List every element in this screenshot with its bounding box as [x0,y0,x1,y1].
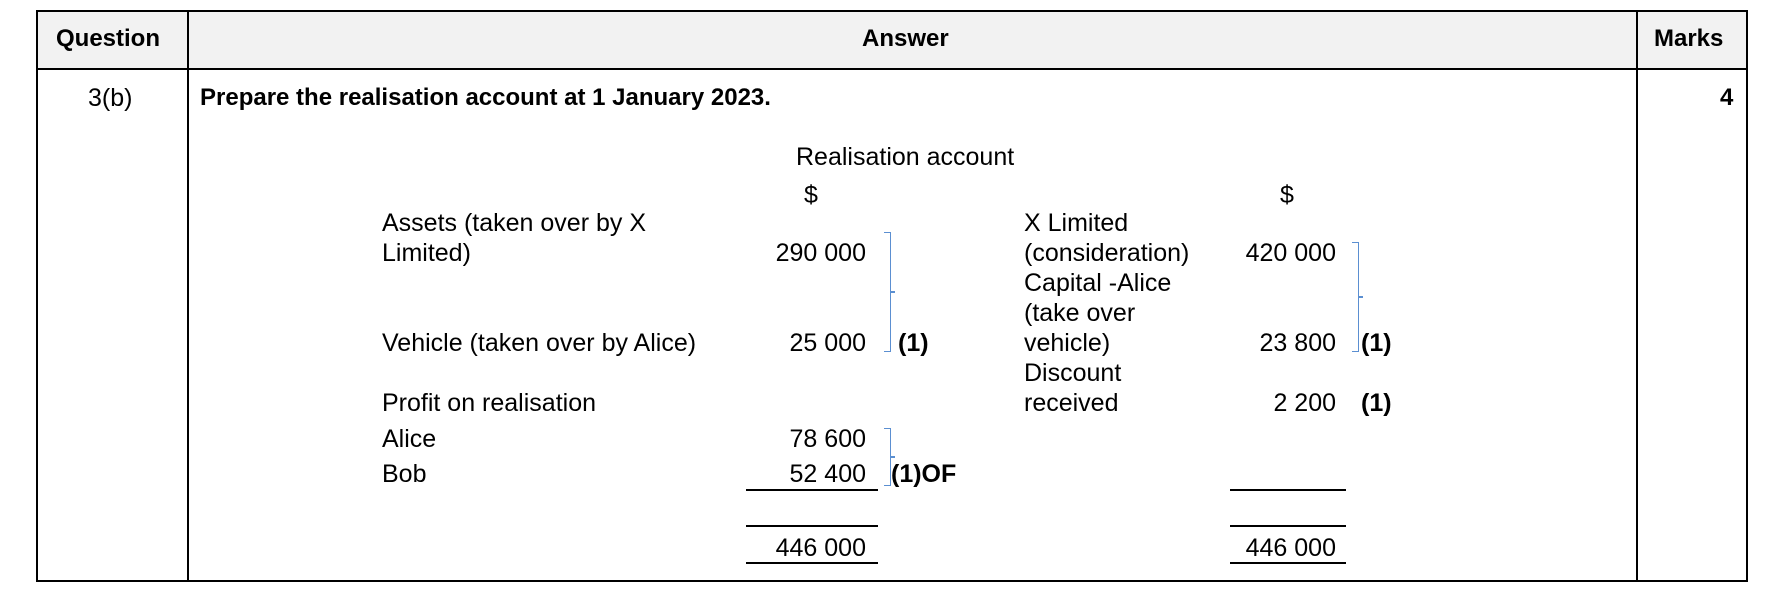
assets-label-line1: Assets (taken over by X [382,209,647,237]
marks-value: 4 [1720,84,1734,111]
alice-amount: 78 600 [789,425,866,453]
header-question: Question [56,25,161,52]
currency-right: $ [1280,181,1294,209]
header-divider [36,68,1748,70]
profit-mark: (1)OF [891,460,957,488]
capital-mark: (1) [1361,329,1392,357]
capital-label-line1: Capital -Alice [1024,269,1172,297]
vehicle-mark: (1) [898,329,929,357]
discount-mark: (1) [1361,389,1392,417]
xltd-amount: 420 000 [1245,239,1336,267]
bracket-left-profit-tick [891,456,895,458]
assets-amount: 290 000 [775,239,866,267]
question-prompt: Prepare the realisation account at 1 January 2023. [200,84,771,111]
xltd-label-line2: (consideration) [1024,239,1190,267]
capital-label-line3: vehicle) [1024,329,1111,357]
right-total: 446 000 [1245,534,1336,562]
header-answer: Answer [862,25,949,52]
bracket-right-tick [1359,296,1363,298]
discount-label-line2: received [1024,389,1119,417]
question-ref: 3(b) [88,84,133,112]
header-marks: Marks [1654,25,1724,52]
profit-label: Profit on realisation [382,389,597,417]
bracket-left-assets [884,232,891,352]
capital-label-line2: (take over [1024,299,1136,327]
discount-label-line1: Discount [1024,359,1122,387]
account-title: Realisation account [796,143,1015,171]
bob-label: Bob [382,460,427,488]
bracket-left-profit [884,428,891,486]
bracket-right [1352,242,1359,352]
alice-label: Alice [382,425,437,453]
vehicle-label: Vehicle (taken over by Alice) [382,329,697,357]
vehicle-amount: 25 000 [789,329,866,357]
capital-amount: 23 800 [1259,329,1336,357]
xltd-label-line1: X Limited [1024,209,1129,237]
right-total-rule-bottom [1230,562,1346,564]
column-divider-question [187,10,189,582]
left-total-rule-top [746,525,878,527]
left-total-rule-bottom [746,562,878,564]
right-total-rule-top [1230,525,1346,527]
column-divider-marks [1636,10,1638,582]
left-total: 446 000 [775,534,866,562]
currency-left: $ [804,181,818,209]
bob-amount: 52 400 [789,460,866,488]
discount-amount: 2 200 [1273,389,1336,417]
bracket-left-assets-tick [891,291,895,293]
right-subtotal-rule [1230,489,1346,491]
left-subtotal-rule [746,489,878,491]
assets-label-line2: Limited) [382,239,471,267]
